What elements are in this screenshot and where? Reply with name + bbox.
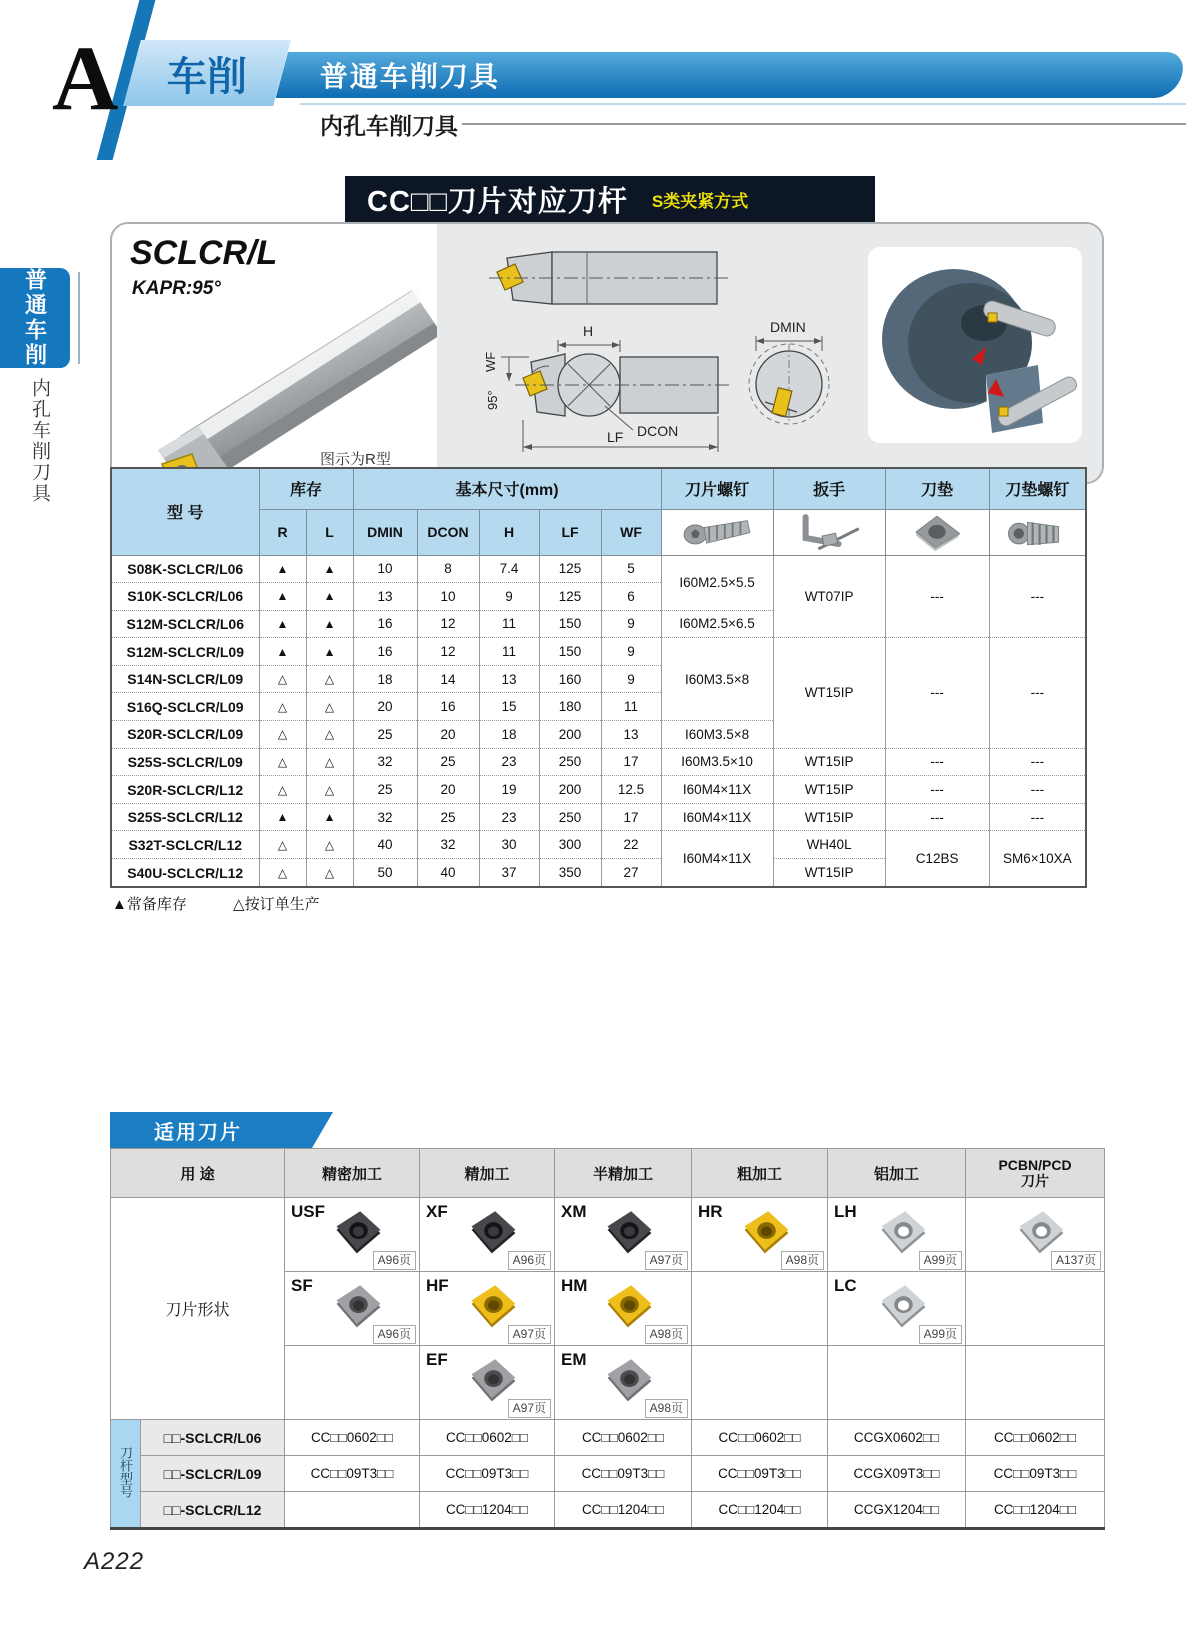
col-insert-screw: 刀片螺钉 [661,468,773,509]
col-roughing: 粗加工 [692,1149,828,1198]
banner-title: CC□□刀片对应刀杆 [367,185,628,218]
holder-model-strip: 刀杆型号 [111,1420,141,1529]
product-model: SCLCR/L [130,234,278,272]
application-3d-box [868,247,1082,443]
col-finishing: 精加工 [420,1149,555,1198]
category-tab [123,40,291,106]
shim-icon [908,511,966,551]
section-letter: A [52,27,119,129]
page-ref: A98页 [645,1399,688,1418]
empty-cell [285,1346,420,1420]
legend-order: △按订单生产 [233,896,320,913]
page-ref: A96页 [373,1251,416,1270]
empty-cell [828,1346,966,1420]
empty-cell [966,1272,1105,1346]
col-dcon: DCON [417,509,479,555]
wrench-icon [790,510,868,552]
shim-screw-icon [1005,511,1069,551]
col-aluminum: 铝加工 [828,1149,966,1198]
holder-spec-table [110,467,1087,888]
page-ref: A98页 [781,1251,824,1270]
col-shim: 刀垫 [885,468,989,509]
insert-cell-HF: HF A97页 [421,1273,553,1344]
insert-cell-XM: XM A97页 [556,1199,690,1270]
table-row: S14N-SCLCR/L09 △ △ 18 14 13 160 9 [111,665,1086,693]
holder-code-row: 刀杆型号 □□-SCLCR/L06 CC□□0602□□ CC□□0602□□ CC□□0602□□ CC□□0602□□ CCGX0602□□ CC□□0602□□ [111,1420,1105,1456]
insert-table [110,1148,1105,1530]
product-panel [110,222,1104,484]
page-ref: A99页 [919,1325,962,1344]
insert-cell-LC: LC A99页 [829,1273,964,1344]
col-pcbn-pcd: PCBN/PCD 刀片 [966,1149,1105,1198]
insert-cell-SF: SF A96页 [286,1273,418,1344]
table-row: S20R-SCLCR/L12 △ △ 25 20 19 200 12.5 I60M4×11X WT15IP --- --- [111,776,1086,804]
table-row: S16Q-SCLCR/L09 △ △ 20 16 15 180 11 [111,693,1086,721]
insert-cell-LH: LH A99页 [829,1199,964,1270]
table-row: S12M-SCLCR/L09 ▲ ▲ 16 12 11 150 9 I60M3.5×8 WT15IP --- --- [111,638,1086,666]
dim-h-label: H [583,323,594,339]
col-dmin: DMIN [353,509,417,555]
col-shim-screw: 刀垫螺钉 [989,468,1086,509]
empty-cell [966,1346,1105,1420]
application-3d-image [868,247,1082,443]
sidebar-tab-label: 普通车削 [22,268,48,368]
insert-cell-pcd [967,1199,1103,1270]
page-ref: A137页 [1051,1251,1101,1270]
col-wrench: 扳手 [773,468,885,509]
col-use: 用 途 [111,1149,285,1198]
empty-cell [692,1346,828,1420]
table-row: S08K-SCLCR/L06 ▲ ▲ 10 8 7.4 125 5 I60M2.5×5.5 WT07IP --- --- [111,555,1086,583]
product-approach-angle: KAPR:95° [132,278,221,299]
insert-cell-XF: XF A96页 [421,1199,553,1270]
col-model: 型 号 [111,468,259,555]
col-stock: 库存 [259,468,353,509]
sidebar-tick [78,272,80,364]
insert-cell-EM: EM A98页 [556,1347,690,1418]
page-ref: A99页 [919,1251,962,1270]
legend-stock: ▲常备库存 [112,896,187,913]
table-row: S32T-SCLCR/L12 △ △ 40 32 30 300 22 I60M4×11X WH40L C12BS SM6×10XA [111,831,1086,859]
insert-cell-HR: HR A98页 [693,1199,826,1270]
dim-dcon-label: DCON [637,423,679,439]
section-banner [345,176,875,222]
col-semi-finishing: 半精加工 [555,1149,692,1198]
page-number: A222 [84,1548,145,1575]
insert-shape-label: 刀片形状 [111,1198,285,1420]
col-precision: 精密加工 [285,1149,420,1198]
holder-code-row: □□-SCLCR/L12 CC□□1204□□ CC□□1204□□ CC□□1204□□ CCGX1204□□ CC□□1204□□ [111,1492,1105,1529]
insert-cell-HM: HM A98页 [556,1273,690,1344]
col-r: R [259,509,306,555]
table-row: S20R-SCLCR/L09 △ △ 25 20 18 200 13 I60M3.5×8 [111,721,1086,749]
table-row: S10K-SCLCR/L06 ▲ ▲ 13 10 9 125 6 [111,583,1086,611]
dim-dmin-label: DMIN [770,319,806,335]
col-dimensions: 基本尺寸(mm) [353,468,661,509]
main-title: 普通车削刀具 [319,61,500,92]
page-ref: A96页 [508,1251,551,1270]
page-ref: A97页 [508,1325,551,1344]
page-ref: A96页 [373,1325,416,1344]
table-row: S25S-SCLCR/L09 △ △ 32 25 23 250 17 I60M3.5×10 WT15IP --- --- [111,748,1086,776]
page-ref: A98页 [645,1325,688,1344]
bar-underline [300,103,1186,105]
table-row: S12M-SCLCR/L06 ▲ ▲ 16 12 11 150 9 I60M2.5×6.5 [111,610,1086,638]
page-ref: A97页 [508,1399,551,1418]
product-note: 图示为R型 [320,451,391,468]
insert-cell-USF: USF A96页 [286,1199,418,1270]
page-ref: A97页 [645,1251,688,1270]
inserts-section-tab [110,1112,312,1148]
sidebar-label: 内孔车削刀具 [29,378,50,504]
sub-title: 内孔车削刀具 [320,113,458,139]
dim-angle-label: 95° [485,390,500,410]
col-l: L [306,509,353,555]
sub-title-rule [462,123,1186,125]
main-title-bar [276,52,1188,98]
table-row: S40U-SCLCR/L12 △ △ 50 40 37 350 27 WT15IP [111,859,1086,887]
insert-screw-icon [678,511,756,551]
banner-tag: S类夹紧方式 [651,191,749,211]
table-row: S25S-SCLCR/L12 ▲ ▲ 32 25 23 250 17 I60M4×11X WT15IP --- --- [111,803,1086,831]
insert-cell-EF: EF A97页 [421,1347,553,1418]
col-wf: WF [601,509,661,555]
col-lf: LF [539,509,601,555]
empty-cell [692,1272,828,1346]
category-tab-label: 车削 [167,54,247,99]
technical-drawing [437,224,867,482]
inserts-tab-label: 适用刀片 [154,1121,242,1144]
col-h: H [479,509,539,555]
dim-lf-label: LF [607,429,624,445]
stock-legend [112,893,362,914]
holder-code-row: □□-SCLCR/L09 CC□□09T3□□ CC□□09T3□□ CC□□09T3□□ CC□□09T3□□ CCGX09T3□□ CC□□09T3□□ [111,1456,1105,1492]
dim-wf-label: WF [483,351,498,372]
sidebar-tab [0,268,70,368]
